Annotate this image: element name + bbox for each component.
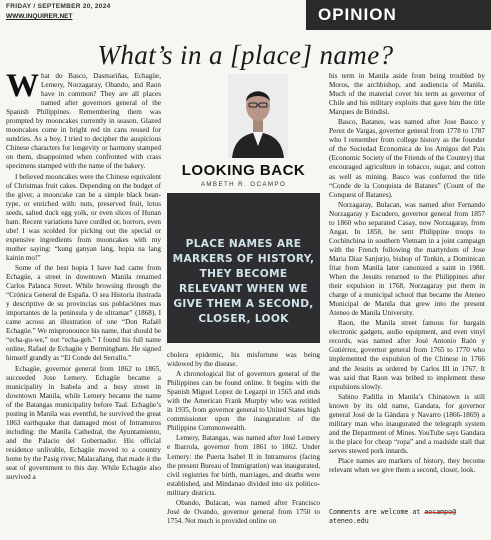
paragraph: cholera epidemic, his misfortune was being widowed by the disease. [167, 351, 320, 369]
column-name: LOOKING BACK [181, 162, 306, 179]
paragraph: I believed mooncakes were the Chinese equivalent of Christmas fruit cakes. Depending on the budget of the giver, a mooncake can be a simple black bean-type, or enriched with: nuts, preserved fruit, lotus seeds, salted duck egg yolk, or even slices of Hunan ham. Recent variations have curdled or, horrors, even ube! I was scolded for picking out the special or expensive ingredients from mooncakes with my mother saying: “kung ganyan lang, hopia na lang kainin mo!” [6, 172, 161, 262]
headline: What’s in a [place] name? [97, 40, 394, 70]
paragraph: Lemery, Batangas, was named after José Lemery e Ibarrola, governor from 1861 to 1862. Under Lemery: the Puerta Isabel II in Intramuros (facing the present Bureau of Immigration) was inaugurated, civil registries for birth, marriages, and deaths were established, and Mindanao divided into six politico-military districts. [167, 434, 320, 497]
dateline: FRIDAY / SEPTEMBER 20, 2024 [6, 3, 111, 10]
paragraph: Sabino Padilla in Manila’s Chinatown is still known by its old name, Gandara, for governor general José de la Gándara y Navarro (1866-1869) a military man who inaugurated the telegraph system and the Department of Mines. YouTube says Gandara is the place for cheap “ropa” and a roadside stall that serves stewed pork innards. [329, 392, 485, 455]
contact-domain[interactable]: ateneo.edu [329, 517, 369, 525]
body-column-3 [329, 72, 485, 476]
paragraph [6, 68, 161, 172]
body-column-2 [167, 351, 320, 527]
contact-email[interactable]: aocampo@ [424, 508, 457, 516]
author-photo [228, 74, 288, 158]
paragraph: Some of the best hopia I have had came from Echagüe, a street in downtown Manila renamed Carlos Palanca Street. While browsing through the “Crónica General de España. O sea Historia ilustrada y descriptive de su provincias sus poblaciónes mas importantes de la peninsula y de ultramar” (1868), I came across an illustration of one “Don Rafaël Echagüe.” We mispronounce his name, that should be “echa-gu-we,” not “echa-geh.” I found his full name online, Rafael de Echagüe y Bermingham. He signed himself grandly as “El Conde del Serrallo.” [6, 263, 161, 363]
paragraph: A chronological list of governors general of the Philippines can be found online. It begins with the Spanish Miguel Lopez de Legazpi in 1565 and ends with the American Frank Murphy who was retitled in 1935, from governor general to United States high commissioner upon the inauguration of the Philippine Commonwealth. [167, 370, 320, 433]
byline: AMBETH R. OCAMPO [200, 181, 287, 188]
paragraph: Echagüe, governor general from 1862 to 1865, succeeded Jose Lemery. Echagüe became a municipality in Isabela and a busy street in downtown Manila, while Lemery became the name of the Batangas municipality before Taal. Echagüe’s posting in Manila was eventful, he survived the great 1863 earthquake that damaged most of Intramuros including: the Manila Cathedral, the Ayuntamiento, and the Palacio del Gobernador. His official residence unlivable, Echagüe moved to a country home by the Pasig river, Malacañang, that made it the seat of government to this day. While Echagüe also survived a [6, 364, 161, 482]
paragraph: Norzagaray, Bulacan, was named after Fernando Norzagaray y Escudero, governor general from 1857 to 1860 who separated Casay, now Norzagaray, from Angat. In 1858, he sent Philippine troops to Cochinchina in southern Vietnam in a joint campaign with the French following the martyrdom of Jose Maria Diaz Sanjurjo, bishop of Tonkin, a Dominican friar from Manila later canonized a saint in 1988. When the Jesuits returned to the Philippines after their expulsion in 1768, Norzagaray put them in charge of a municipal school that became the Ateneo Municipal de Manila that grew into the present Ateneo de Manila University. [329, 200, 485, 318]
contact-prefix: Comments are welcome at [329, 508, 421, 516]
drop-cap: W [6, 68, 39, 104]
paragraph: Basco, Batanes, was named after Jose Basco y Perez de Vargas, governor general from 1778 to 1787 who I remember from college history as the founder of the Sociedad Economica de los Amigos del Pais (Economic Society of the Friends of the Country) that encouraged agriculture in tobacco, sugar, and cotton as well as mining. Basco was conferred the title “Conde de la Conquista de Batanes” (Count of the Conquest of Batanes). [329, 118, 485, 199]
section-label: OPINION [306, 0, 491, 30]
site-link[interactable]: WWW.INQUIRER.NET [6, 13, 73, 20]
pull-quote: PLACE NAMES ARE MARKERS OF HISTORY, THEY BECOME RELEVANT WHEN WE GIVE THEM A SECOND, CLOSER, LOOK [172, 238, 315, 325]
contact-line [329, 508, 485, 526]
paragraph: Raon, the Manila street famous for bargain electronic gadgets, audio equipment, and even vinyl records, was named after José Antonio Raón y Gutiérrez, governor general from 1765 to 1770 who implemented the expulsion of the Chinese in 1766 and the Jesuits as ordered by Carlos III in 1767. It was said that Raon was bribed to implement these expulsions slowly. [329, 319, 485, 391]
paragraph-text: hat do Basco, Dasmariñas, Echagüe, Lemery, Norzagaray, Obando, and Raon have in common? They are all places named after governors general of the Spanish Philippines. Remembering them was prompted by mooncakes currently in season. Glazed mooncakes come in bright red tin cans reused for sundries. As a boy, I tried to decipher the auspicious Chinese characters for longevity or harmony stamped on them, disappointed when confronted with crass specimens stamped with the name of the bakery. [6, 72, 161, 171]
paragraph: Place names are markers of history, they become relevant when we give them a second, closer, look. [329, 456, 485, 475]
paragraph: Obando, Bulacan, was named after Francisco José de Ovando, governor general from 1750 to 1754. Not much is provided online on [167, 498, 320, 525]
paragraph: his term in Manila aside from being troubled by Moros, the archbishop, and audiencia of Manila. Much of the material cover his term as governor of Chile and his military exploits that gave him the title Marques de Brindisi. [329, 72, 485, 117]
body-column-1 [6, 68, 161, 483]
author-portrait-icon [228, 74, 288, 158]
